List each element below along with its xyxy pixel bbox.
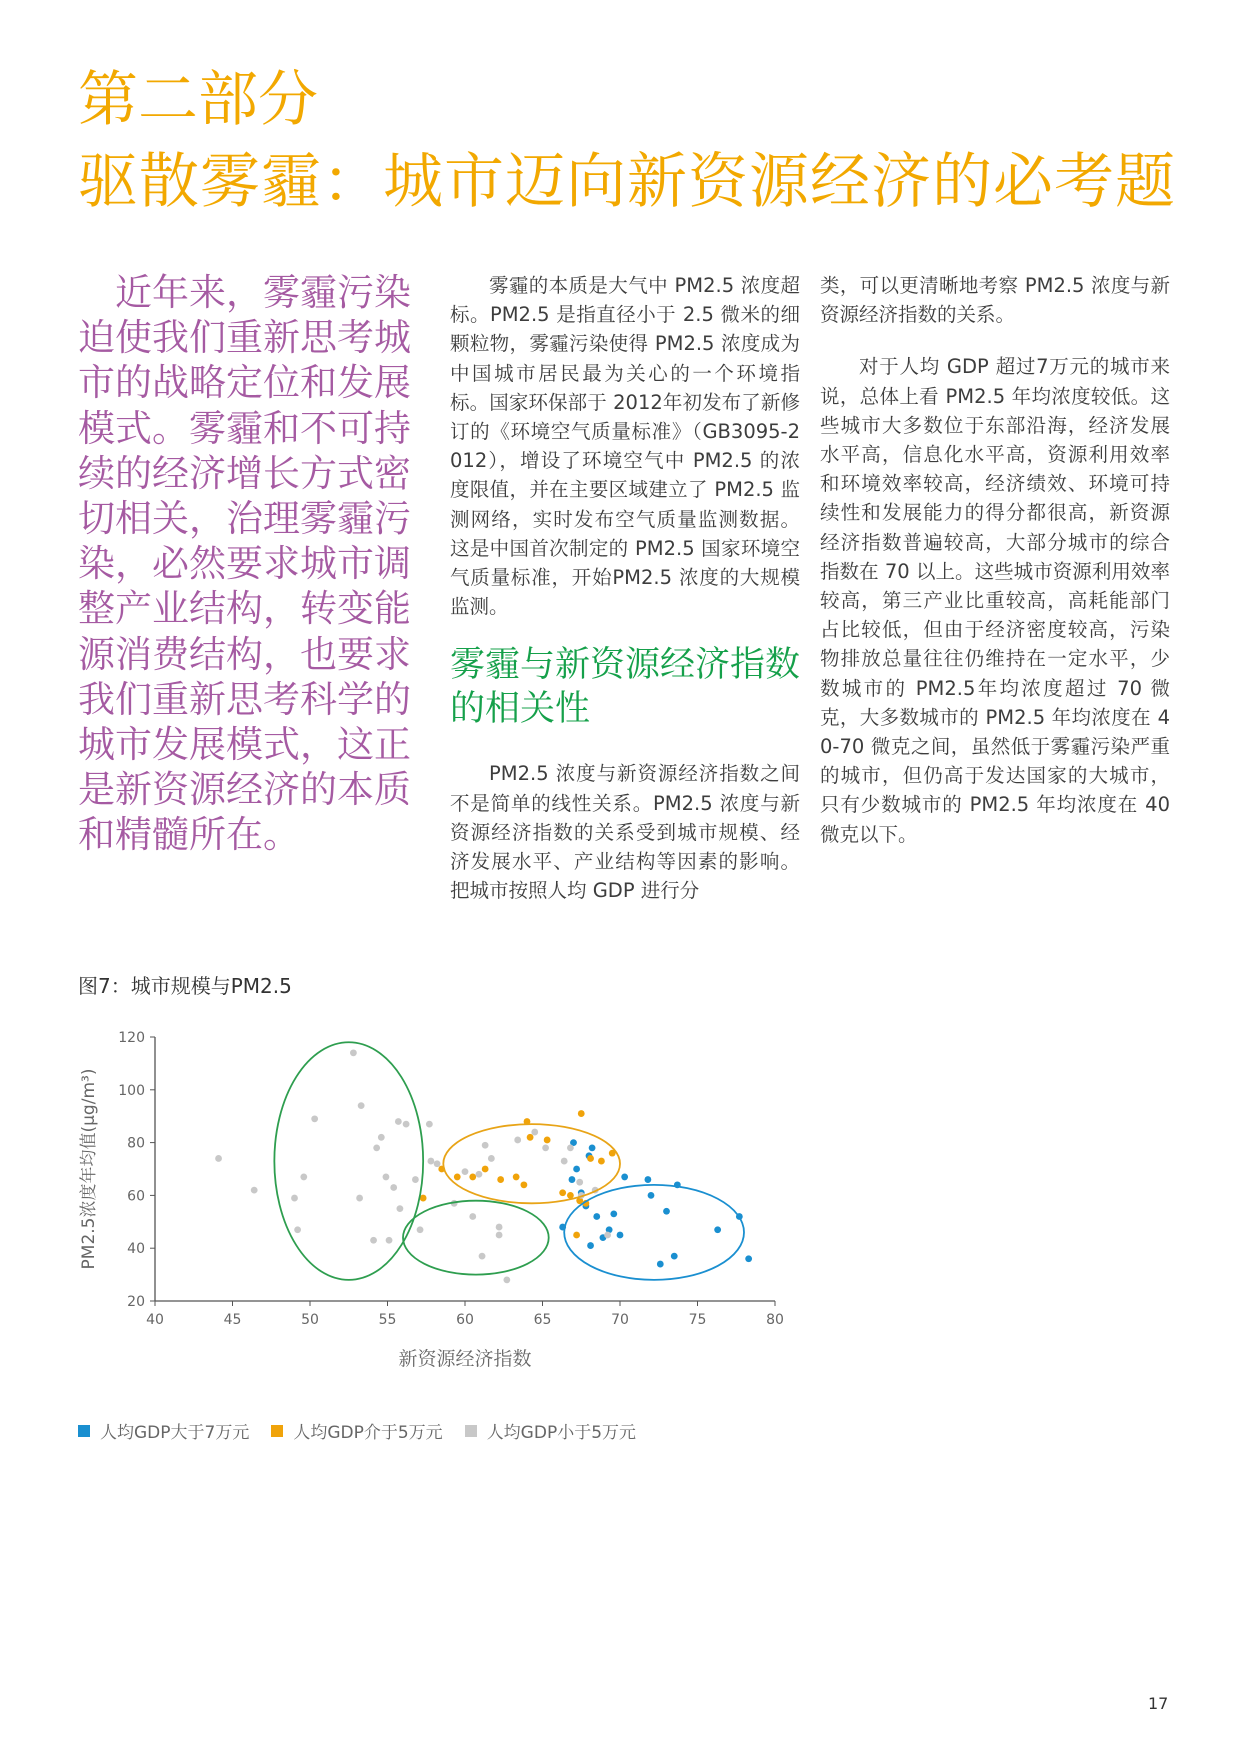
- data-point-series-3: [373, 1144, 380, 1151]
- figure-caption: 图7：城市规模与PM2.5: [78, 974, 292, 998]
- data-point-series-3: [386, 1237, 393, 1244]
- legend-label: 人均GDP大于7万元: [100, 1423, 250, 1443]
- y-tick-label: 80: [127, 1135, 145, 1152]
- y-tick-label: 40: [127, 1241, 145, 1258]
- data-point-series-2: [469, 1174, 476, 1181]
- legend-swatch: [465, 1425, 477, 1437]
- data-point-series-3: [412, 1176, 419, 1183]
- data-point-series-1: [714, 1226, 721, 1233]
- data-point-series-2: [513, 1174, 520, 1181]
- x-tick-label: 70: [611, 1312, 629, 1328]
- y-axis-label: PM2.5浓度年均值(μg/m³): [79, 1068, 99, 1270]
- legend-swatch: [78, 1425, 90, 1437]
- legend-item-1: [78, 1418, 249, 1443]
- data-point-series-1: [645, 1176, 652, 1183]
- data-point-series-2: [482, 1166, 489, 1173]
- chart-legend: [78, 1418, 636, 1443]
- chapter-title: 驱散雾霾：城市迈向新资源经济的必考题: [78, 147, 1176, 217]
- x-tick-label: 75: [688, 1312, 707, 1328]
- data-point-series-3: [358, 1102, 365, 1109]
- y-tick-label: 120: [118, 1030, 145, 1046]
- data-point-series-3: [370, 1237, 377, 1244]
- data-point-series-2: [521, 1181, 528, 1188]
- y-tick-label: 60: [127, 1188, 145, 1205]
- legend-item-2: [271, 1418, 442, 1443]
- body-paragraph-2: PM2.5 浓度与新资源经济指数之间不是简单的线性关系。PM2.5 浓度与新资源经济指数的关系受到城市规模、经济发展水平、产业结构等因素的影响。把城市按照人均 GDP 进行分: [450, 762, 800, 903]
- data-point-series-3: [482, 1142, 489, 1149]
- x-tick-label: 60: [456, 1312, 474, 1328]
- data-point-series-2: [578, 1110, 585, 1117]
- body-paragraph-3: 类，可以更清晰地考察 PM2.5 浓度与新资源经济指数的关系。: [820, 274, 1170, 327]
- data-point-series-3: [576, 1179, 583, 1186]
- data-point-series-3: [215, 1155, 222, 1162]
- data-point-series-3: [390, 1184, 397, 1191]
- data-point-series-3: [294, 1226, 301, 1233]
- page-number: 17: [1148, 1694, 1169, 1713]
- data-point-series-3: [291, 1195, 298, 1202]
- data-point-series-1: [610, 1210, 617, 1217]
- data-point-series-1: [657, 1261, 664, 1268]
- data-point-series-1: [589, 1144, 596, 1151]
- data-point-series-1: [648, 1192, 655, 1199]
- legend-item-3: [465, 1418, 636, 1443]
- legend-label: 人均GDP小于5万元: [486, 1423, 637, 1443]
- data-point-series-2: [544, 1137, 551, 1144]
- data-point-series-1: [587, 1242, 594, 1249]
- data-point-series-3: [378, 1134, 385, 1141]
- part-title: 第二部分: [78, 65, 318, 135]
- data-point-series-2: [573, 1232, 580, 1239]
- data-point-series-3: [561, 1158, 568, 1165]
- data-point-series-1: [671, 1253, 678, 1260]
- data-point-series-2: [598, 1158, 605, 1165]
- data-point-series-3: [350, 1049, 357, 1056]
- data-point-series-3: [496, 1232, 503, 1239]
- data-point-series-2: [527, 1134, 534, 1141]
- data-point-series-3: [300, 1174, 307, 1181]
- data-point-series-1: [745, 1255, 752, 1262]
- data-point-series-2: [497, 1176, 504, 1183]
- data-point-series-1: [573, 1166, 580, 1173]
- data-point-series-3: [395, 1118, 402, 1125]
- body-paragraph-1: 雾霾的本质是大气中 PM2.5 浓度超标。PM2.5 是指直径小于 2.5 微米的细颗粒物，雾霾污染使得 PM2.5 浓度成为中国城市居民最为关心的一个环境指标。国家环保部于 2012年初发布了新修订的《环境空气质量标准》（GB3095-2012），增设了环境空气中 PM2.5 的浓度限值，并在主要区域建立了 PM2.5 监测网络，实时发布空气质量监测数据。这是中国首次制定的 PM2.5 国家环境空气质量标准，开始PM2.5 浓度的大规模监测。: [450, 274, 800, 619]
- data-point-series-3: [531, 1129, 538, 1136]
- data-point-series-3: [428, 1158, 435, 1165]
- x-tick-label: 40: [146, 1312, 164, 1328]
- data-point-series-3: [542, 1144, 549, 1151]
- scatter-chart: [70, 1025, 810, 1385]
- data-point-series-3: [503, 1276, 510, 1283]
- right-column: [820, 271, 1170, 849]
- data-point-series-3: [514, 1137, 521, 1144]
- data-point-series-3: [469, 1213, 476, 1220]
- data-point-series-1: [621, 1174, 628, 1181]
- middle-column: [450, 271, 800, 905]
- x-tick-label: 80: [766, 1312, 784, 1328]
- x-tick-label: 65: [533, 1312, 552, 1328]
- y-tick-label: 20: [127, 1294, 145, 1310]
- x-axis-label: 新资源经济指数: [398, 1348, 532, 1370]
- data-point-series-2: [454, 1174, 461, 1181]
- data-point-series-3: [488, 1155, 495, 1162]
- cluster-ellipse-1: [274, 1042, 423, 1280]
- x-tick-label: 55: [378, 1312, 397, 1328]
- data-point-series-3: [604, 1232, 611, 1239]
- data-point-series-3: [397, 1205, 404, 1212]
- data-point-series-3: [426, 1121, 433, 1128]
- x-tick-label: 45: [223, 1312, 242, 1328]
- y-tick-label: 100: [118, 1082, 145, 1099]
- x-tick-label: 50: [301, 1312, 319, 1328]
- data-point-series-3: [462, 1168, 469, 1175]
- data-point-series-3: [476, 1171, 483, 1178]
- data-point-series-1: [663, 1208, 670, 1215]
- lead-quote: 近年来，雾霾污染迫使我们重新思考城市的战略定位和发展模式。雾霾和不可持续的经济增长方式密切相关，治理雾霾污染，必然要求城市调整产业结构，转变能源消费结构，也要求我们重新思考科学的城市发展模式，这正是新资源经济的本质和精髓所在。: [78, 271, 411, 857]
- data-point-series-3: [311, 1115, 318, 1122]
- cluster-ellipse-3: [403, 1201, 549, 1275]
- body-paragraph-4: 对于人均 GDP 超过7万元的城市来说，总体上看 PM2.5 年均浓度较低。这些城市大多数位于东部沿海，经济发展水平高，信息化水平高，资源利用效率和环境效率较高，经济绩效、环境可持续性和发展能力的得分都很高，新资源经济指数普遍较高，大部分城市的综合指数在 70 以上。这些城市资源利用效率较高，第三产业比重较高，高耗能部门占比较低，但由于经济密度较高，污染物排放总量往往仍维持在一定水平，少数城市的 PM2.5年均浓度超过 70 微克，大多数城市的 PM2.5 年均浓度在 40-70 微克之间，虽然低于雾霾污染严重的城市，但仍高于发达国家的大城市，只有少数城市的 PM2.5 年均浓度在 40 微克以下。: [820, 355, 1170, 846]
- data-point-series-3: [403, 1121, 410, 1128]
- data-point-series-3: [567, 1144, 574, 1151]
- legend-label: 人均GDP介于5万元: [293, 1423, 443, 1443]
- data-point-series-1: [593, 1213, 600, 1220]
- data-point-series-3: [434, 1160, 441, 1167]
- data-point-series-2: [559, 1189, 566, 1196]
- legend-swatch: [271, 1425, 283, 1437]
- data-point-series-1: [617, 1232, 624, 1239]
- data-point-series-3: [251, 1187, 258, 1194]
- data-point-series-3: [496, 1224, 503, 1231]
- data-point-series-3: [417, 1226, 424, 1233]
- data-point-series-2: [567, 1192, 574, 1199]
- section-heading: 雾霾与新资源经济指数的相关性: [450, 645, 801, 730]
- data-point-series-3: [356, 1195, 363, 1202]
- data-point-series-3: [479, 1253, 486, 1260]
- data-point-series-1: [569, 1176, 576, 1183]
- data-point-series-2: [587, 1155, 594, 1162]
- data-point-series-3: [383, 1174, 390, 1181]
